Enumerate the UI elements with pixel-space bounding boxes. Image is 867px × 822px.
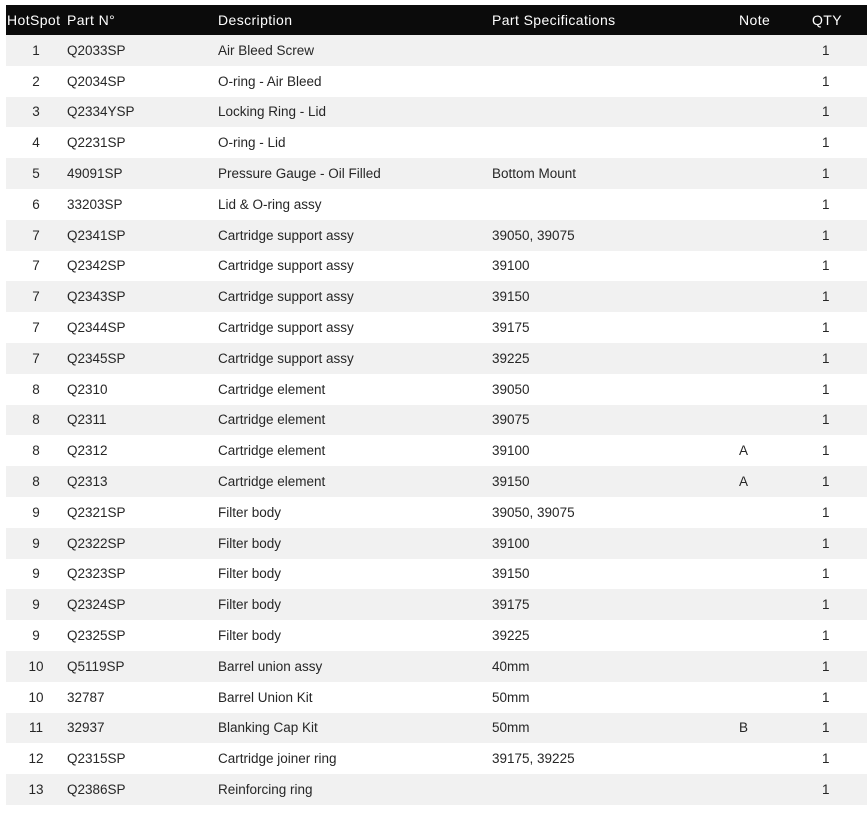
cell-part-no: Q2325SP [67,620,218,651]
cell-part-no: Q2315SP [67,743,218,774]
cell-description: O-ring - Lid [218,127,492,158]
table-row [6,374,867,405]
column-header-hotspot: HotSpot [6,5,67,35]
cell-hotspot: 9 [6,559,67,590]
cell-qty: 1 [802,127,867,158]
cell-hotspot: 7 [6,312,67,343]
column-header-part-no: Part N° [67,5,218,35]
cell-part-specifications: 39100 [492,528,738,559]
cell-note [738,66,802,97]
table-body [6,35,867,805]
cell-part-specifications: 40mm [492,651,738,682]
cell-note [738,497,802,528]
table-row [6,35,867,66]
cell-part-no: Q2323SP [67,559,218,590]
cell-qty: 1 [802,189,867,220]
cell-note [738,774,802,805]
parts-table [6,5,867,805]
table-row [6,189,867,220]
cell-qty: 1 [802,158,867,189]
cell-part-specifications: 39150 [492,281,738,312]
cell-part-no: Q2386SP [67,774,218,805]
cell-hotspot: 7 [6,251,67,282]
cell-part-no: 32787 [67,682,218,713]
cell-part-specifications: 39050 [492,374,738,405]
cell-part-no: Q2034SP [67,66,218,97]
cell-qty: 1 [802,343,867,374]
cell-description: Barrel union assy [218,651,492,682]
cell-description: Reinforcing ring [218,774,492,805]
cell-part-no: Q2334YSP [67,97,218,128]
cell-description: Cartridge support assy [218,312,492,343]
table-row [6,589,867,620]
cell-part-specifications [492,35,738,66]
table-row [6,620,867,651]
cell-part-no: 33203SP [67,189,218,220]
cell-description: Filter body [218,589,492,620]
cell-hotspot: 1 [6,35,67,66]
cell-note [738,127,802,158]
cell-part-no: Q2231SP [67,127,218,158]
cell-part-specifications: 39050, 39075 [492,497,738,528]
cell-description: Cartridge element [218,405,492,436]
table-row [6,682,867,713]
cell-qty: 1 [802,589,867,620]
cell-description: O-ring - Air Bleed [218,66,492,97]
cell-part-specifications: 39150 [492,466,738,497]
cell-part-specifications [492,127,738,158]
cell-description: Cartridge support assy [218,251,492,282]
column-header-part-specifications: Part Specifications [492,5,738,35]
cell-note [738,97,802,128]
cell-hotspot: 10 [6,682,67,713]
cell-note [738,528,802,559]
cell-qty: 1 [802,528,867,559]
cell-description: Cartridge support assy [218,281,492,312]
cell-part-specifications [492,189,738,220]
cell-note: A [738,435,802,466]
cell-part-no: Q2322SP [67,528,218,559]
table-row [6,466,867,497]
cell-hotspot: 8 [6,405,67,436]
column-header-description: Description [218,5,492,35]
table-row [6,251,867,282]
cell-part-specifications [492,66,738,97]
cell-qty: 1 [802,651,867,682]
cell-hotspot: 7 [6,281,67,312]
cell-part-specifications: 39100 [492,251,738,282]
cell-part-specifications: Bottom Mount [492,158,738,189]
column-header-note: Note [738,5,802,35]
table-row [6,220,867,251]
table-row [6,713,867,744]
cell-qty: 1 [802,682,867,713]
cell-note [738,589,802,620]
header-row [6,5,867,35]
cell-part-specifications: 39150 [492,559,738,590]
table-row [6,127,867,158]
cell-note [738,281,802,312]
table-row [6,312,867,343]
cell-description: Cartridge support assy [218,343,492,374]
cell-part-no: Q2324SP [67,589,218,620]
cell-description: Lid & O-ring assy [218,189,492,220]
cell-part-specifications [492,97,738,128]
cell-qty: 1 [802,66,867,97]
cell-note [738,35,802,66]
cell-part-no: Q2344SP [67,312,218,343]
cell-description: Filter body [218,528,492,559]
table-row [6,405,867,436]
cell-description: Cartridge joiner ring [218,743,492,774]
cell-part-no: Q2311 [67,405,218,436]
cell-qty: 1 [802,497,867,528]
cell-qty: 1 [802,281,867,312]
cell-part-specifications: 39175 [492,589,738,620]
cell-qty: 1 [802,35,867,66]
cell-note [738,251,802,282]
cell-description: Blanking Cap Kit [218,713,492,744]
cell-description: Cartridge element [218,466,492,497]
cell-hotspot: 9 [6,497,67,528]
cell-description: Air Bleed Screw [218,35,492,66]
table-row [6,66,867,97]
table-row [6,343,867,374]
cell-note [738,374,802,405]
cell-hotspot: 9 [6,528,67,559]
cell-hotspot: 13 [6,774,67,805]
cell-part-no: Q2310 [67,374,218,405]
cell-qty: 1 [802,220,867,251]
cell-part-specifications: 39075 [492,405,738,436]
cell-qty: 1 [802,559,867,590]
cell-qty: 1 [802,251,867,282]
cell-hotspot: 3 [6,97,67,128]
cell-part-no: Q2342SP [67,251,218,282]
cell-qty: 1 [802,435,867,466]
cell-qty: 1 [802,374,867,405]
cell-note [738,743,802,774]
cell-description: Filter body [218,497,492,528]
table-row [6,651,867,682]
cell-part-no: Q2321SP [67,497,218,528]
table-row [6,528,867,559]
cell-qty: 1 [802,774,867,805]
table-row [6,497,867,528]
cell-hotspot: 9 [6,620,67,651]
cell-note [738,312,802,343]
cell-hotspot: 12 [6,743,67,774]
cell-part-specifications: 50mm [492,682,738,713]
cell-description: Locking Ring - Lid [218,97,492,128]
cell-part-no: Q2341SP [67,220,218,251]
cell-hotspot: 7 [6,220,67,251]
cell-part-no: Q2033SP [67,35,218,66]
cell-hotspot: 8 [6,466,67,497]
cell-part-specifications [492,774,738,805]
cell-note [738,158,802,189]
cell-part-no: 32937 [67,713,218,744]
cell-part-specifications: 50mm [492,713,738,744]
cell-note [738,559,802,590]
cell-qty: 1 [802,466,867,497]
cell-note [738,651,802,682]
cell-qty: 1 [802,97,867,128]
cell-description: Cartridge support assy [218,220,492,251]
cell-part-no: Q2313 [67,466,218,497]
cell-qty: 1 [802,620,867,651]
table-row [6,97,867,128]
cell-note [738,405,802,436]
cell-part-specifications: 39175, 39225 [492,743,738,774]
cell-description: Cartridge element [218,435,492,466]
cell-note: A [738,466,802,497]
table-row [6,559,867,590]
cell-note [738,189,802,220]
cell-part-specifications: 39050, 39075 [492,220,738,251]
cell-qty: 1 [802,713,867,744]
cell-part-no: Q2343SP [67,281,218,312]
cell-hotspot: 7 [6,343,67,374]
table-row [6,158,867,189]
cell-part-no: Q2345SP [67,343,218,374]
table-row [6,774,867,805]
cell-part-specifications: 39175 [492,312,738,343]
cell-note [738,682,802,713]
cell-hotspot: 4 [6,127,67,158]
cell-hotspot: 11 [6,713,67,744]
cell-description: Filter body [218,559,492,590]
cell-description: Cartridge element [218,374,492,405]
cell-part-specifications: 39225 [492,343,738,374]
table-row [6,743,867,774]
cell-note: B [738,713,802,744]
table-header [6,5,867,35]
cell-qty: 1 [802,405,867,436]
table-row [6,281,867,312]
cell-qty: 1 [802,743,867,774]
cell-description: Barrel Union Kit [218,682,492,713]
cell-description: Filter body [218,620,492,651]
column-header-qty: QTY [802,5,867,35]
cell-hotspot: 5 [6,158,67,189]
cell-hotspot: 9 [6,589,67,620]
table-row [6,435,867,466]
cell-hotspot: 6 [6,189,67,220]
cell-note [738,343,802,374]
cell-hotspot: 2 [6,66,67,97]
cell-note [738,620,802,651]
cell-description: Pressure Gauge - Oil Filled [218,158,492,189]
cell-part-specifications: 39225 [492,620,738,651]
cell-hotspot: 8 [6,374,67,405]
cell-hotspot: 8 [6,435,67,466]
cell-part-no: Q2312 [67,435,218,466]
cell-hotspot: 10 [6,651,67,682]
cell-qty: 1 [802,312,867,343]
cell-part-no: 49091SP [67,158,218,189]
cell-part-specifications: 39100 [492,435,738,466]
cell-note [738,220,802,251]
cell-part-no: Q5119SP [67,651,218,682]
